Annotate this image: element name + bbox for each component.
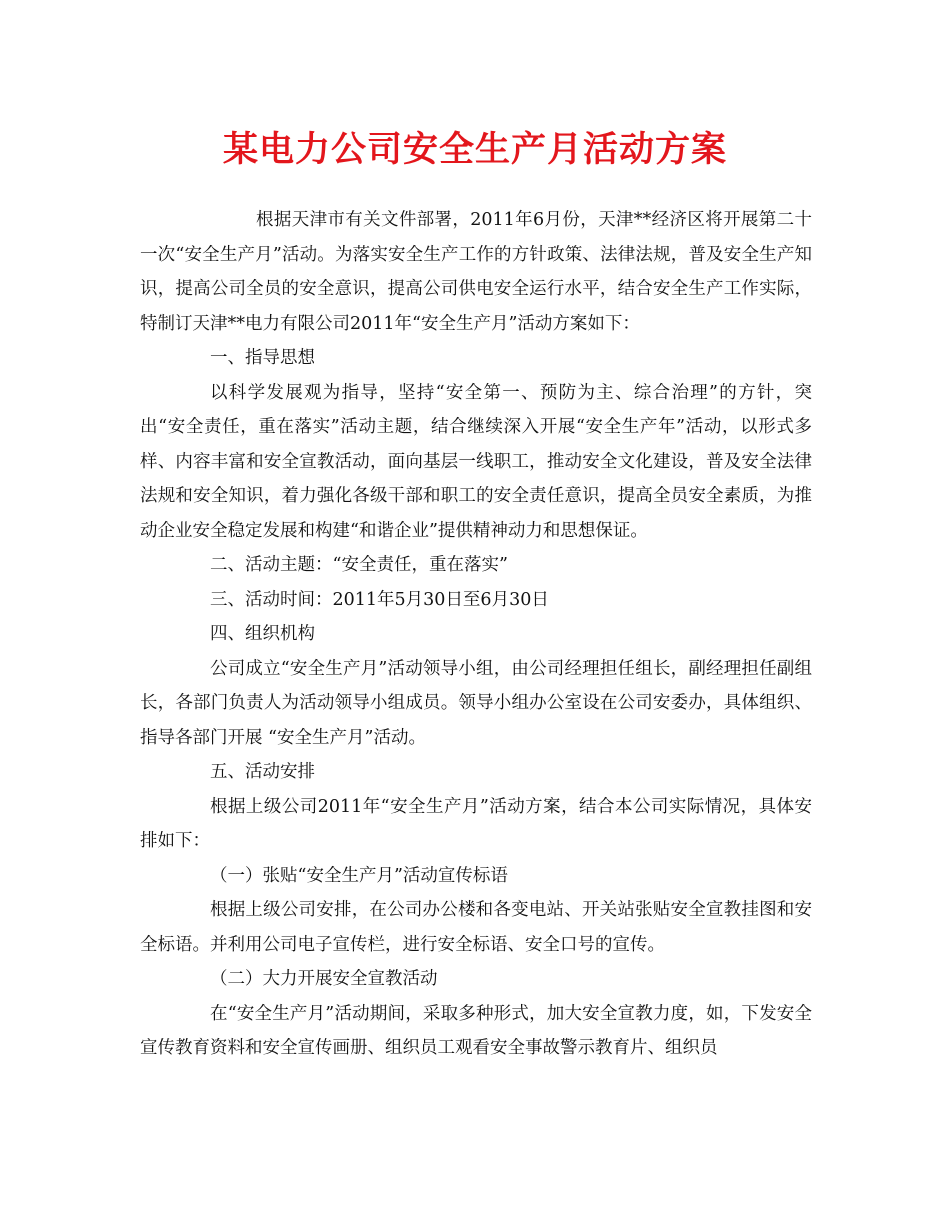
slogans-paragraph: 根据上级公司安排，在公司办公楼和各变电站、开关站张贴安全宣教挂图和安全标语。并利用公司电子宣传栏，进行安全标语、安全口号的宣传。 — [140, 900, 812, 955]
organization-paragraph: 公司成立“安全生产月”活动领导小组，由公司经理担任组长，副经理担任副组长，各部门负责人为活动领导小组成员。领导小组办公室设在公司安委办，具体组织、指导各部门开展 “安全生产月”活动。 — [140, 658, 812, 748]
section-heading-arrangement: 五、活动安排 — [210, 762, 315, 782]
subsection-heading-education: （二）大力开展安全宣教活动 — [210, 969, 438, 989]
document-body — [140, 203, 812, 1066]
guiding-thought-paragraph: 以科学发展观为指导，坚持“安全第一、预防为主、综合治理”的方针，突出“安全责任，重在落实”活动主题，结合继续深入开展“安全生产年”活动，以形式多样、内容丰富和安全宣教活动，面向基层一线职工，推动安全文化建设，普及安全法律法规和安全知识，着力强化各级干部和职工的安全责任意识，提高全员安全素质，为推动企业安全稳定发展和构建“和谐企业”提供精神动力和思想保证。 — [140, 382, 812, 541]
section-heading-organization: 四、组织机构 — [210, 624, 315, 644]
document-title: 某电力公司安全生产月活动方案 — [222, 129, 727, 170]
section-heading-time: 三、活动时间：2011年5月30日至6月30日 — [210, 589, 549, 610]
education-paragraph: 在“安全生产月”活动期间，采取多种形式，加大安全宣教力度，如，下发安全宣传教育资料和安全宣传画册、组织员工观看安全事故警示教育片、组织员 — [140, 1003, 812, 1058]
section-heading-theme: 二、活动主题：“安全责任，重在落实” — [210, 555, 508, 575]
section-heading-guiding-thought: 一、指导思想 — [210, 348, 315, 368]
arrangement-paragraph: 根据上级公司2011年“安全生产月”活动方案，结合本公司实际情况，具体安排如下： — [140, 796, 812, 851]
subsection-heading-slogans: （一）张贴“安全生产月”活动宣传标语 — [210, 865, 508, 886]
intro-paragraph: 根据天津市有关文件部署，2011年6月份，天津**经济区将开展第二十一次“安全生产月”活动。为落实安全生产工作的方针政策、法律法规，普及安全生产知识，提高公司全员的安全意识，提高公司供电安全运行水平，结合安全生产工作实际，特制订天津**电力有限公司2011年“安全生产月”活动方案如下： — [140, 210, 812, 334]
